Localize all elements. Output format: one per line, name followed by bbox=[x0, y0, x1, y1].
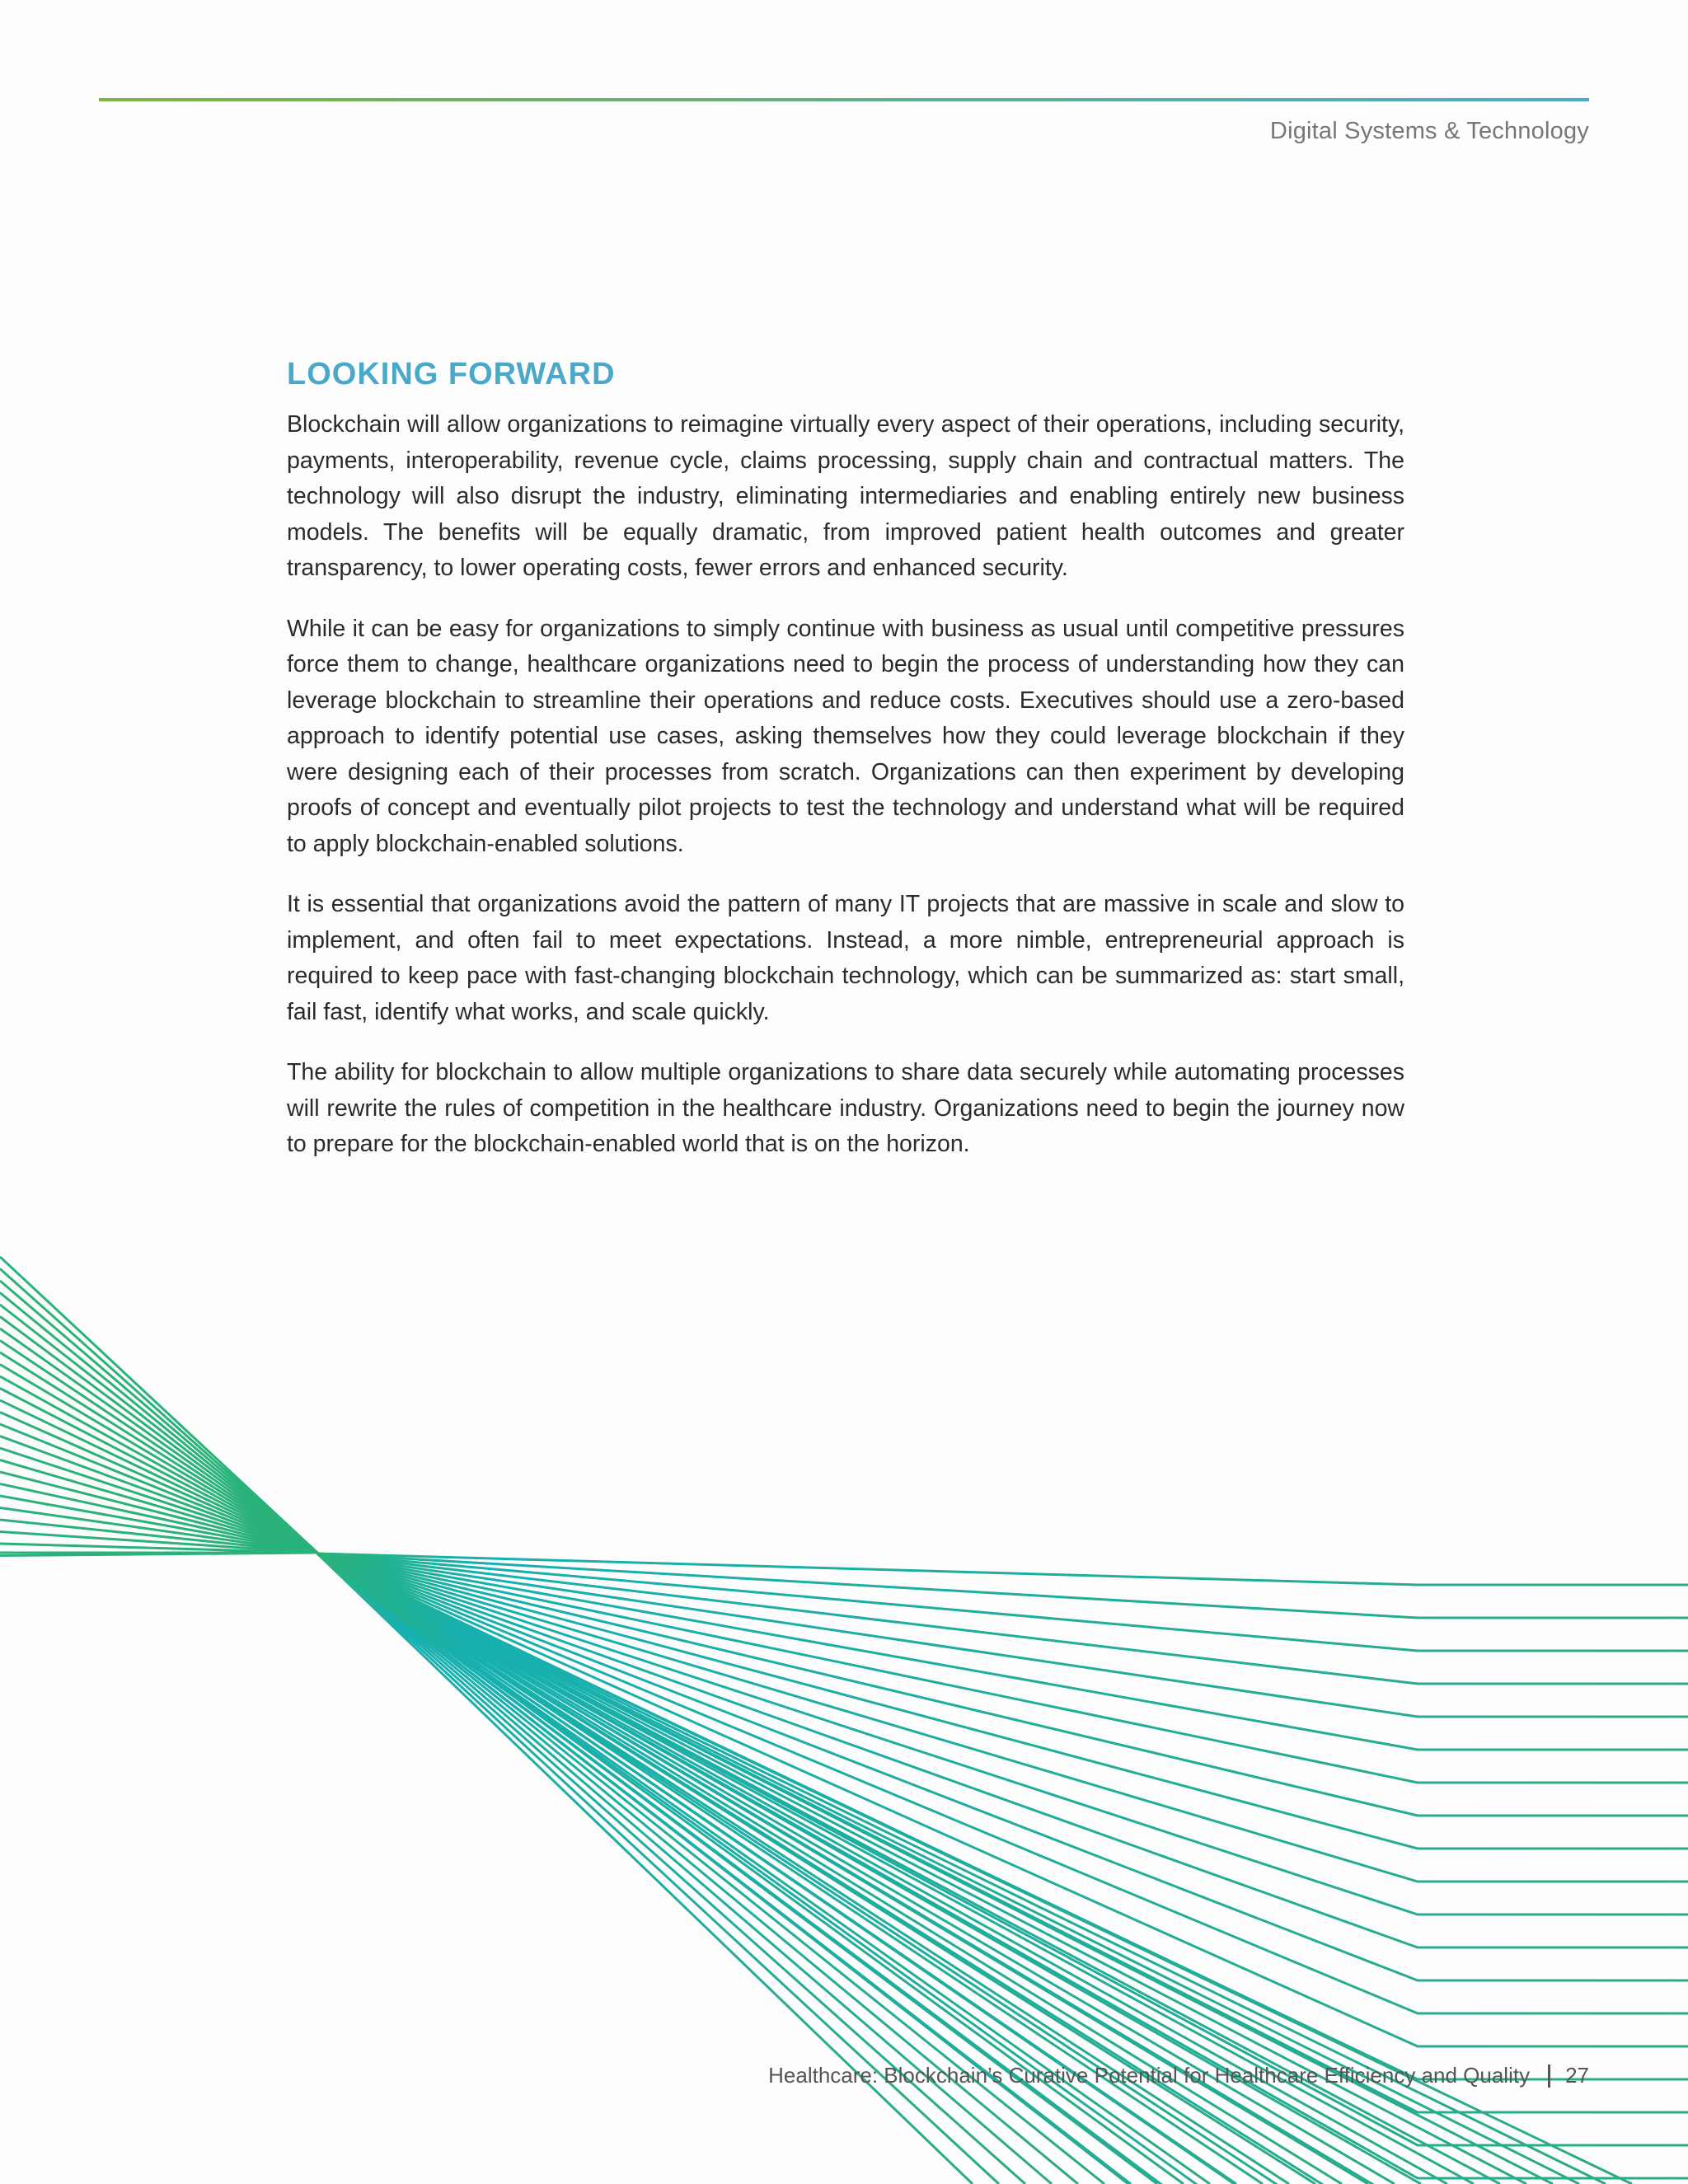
fan-line-left bbox=[0, 1544, 317, 1553]
fan-line-left bbox=[0, 1329, 317, 1553]
fan-line-right bbox=[317, 1554, 1688, 2112]
fan-line-diagonal bbox=[317, 1554, 1131, 2184]
fan-line-diagonal bbox=[317, 1554, 999, 2184]
fan-line-right bbox=[317, 1554, 1688, 2184]
fan-line-right bbox=[317, 1554, 1688, 2184]
section-heading: LOOKING FORWARD bbox=[287, 357, 616, 391]
fan-line-right bbox=[317, 1554, 1688, 2145]
fan-line-left bbox=[0, 1352, 317, 1553]
fan-line-left bbox=[0, 1508, 317, 1554]
fan-line-right bbox=[317, 1554, 1688, 1915]
fan-line-diagonal bbox=[317, 1554, 1104, 2184]
footer-title: Healthcare: Blockchain’s Curative Potential for Healthcare Efficiency and Quality bbox=[768, 2063, 1531, 2088]
fan-line-diagonal bbox=[317, 1554, 973, 2184]
fan-line-diagonal bbox=[317, 1554, 1368, 2184]
paragraph-4: The ability for blockchain to allow multiple organizations to share data securely while automating processes will rewrite the rules of competition in the healthcare industry. Organizations need to begin the journey now to prepare for the blockchain-enabled world that is on the horizon. bbox=[287, 1059, 1404, 1157]
fan-line-diagonal bbox=[317, 1554, 1184, 2184]
fan-line-right bbox=[317, 1554, 1688, 1849]
fan-line-diagonal bbox=[317, 1554, 1421, 2184]
fan-line-left bbox=[0, 1520, 317, 1553]
fan-line-diagonal bbox=[317, 1554, 1474, 2184]
fan-line-diagonal bbox=[317, 1554, 1052, 2184]
fan-line-left bbox=[0, 1496, 317, 1553]
fan-line-left bbox=[0, 1553, 317, 1556]
paragraph-1: Blockchain will allow organizations to reimagine virtually every aspect of their operations, including security, payments, interoperability, revenue cycle, claims processing, supply chain and contractual matters. The technology will also disrupt the industry, eliminating intermediaries and enabling entirely new business models. The benefits will be equally dramatic, from improved patient health outcomes and greater transparency, to lower operating costs, fewer errors and enhanced security. bbox=[287, 411, 1404, 581]
fan-line-diagonal bbox=[317, 1554, 1315, 2184]
fan-line-diagonal bbox=[317, 1554, 1025, 2184]
fan-line-right bbox=[317, 1554, 1688, 2184]
fan-line-right bbox=[317, 1554, 1688, 1750]
fan-line-diagonal bbox=[317, 1554, 1553, 2184]
fan-line-diagonal bbox=[317, 1554, 1395, 2184]
fan-line-left bbox=[0, 1305, 317, 1553]
fan-line-diagonal bbox=[317, 1554, 1500, 2184]
fan-line-right bbox=[317, 1554, 1688, 2184]
fan-line-right bbox=[317, 1554, 1688, 1980]
fan-line-right bbox=[317, 1554, 1688, 1717]
fan-line-left bbox=[0, 1293, 317, 1554]
fan-line-left bbox=[0, 1389, 317, 1554]
fan-line-right bbox=[317, 1554, 1688, 1585]
fan-line-right bbox=[317, 1554, 1688, 1947]
fan-line-diagonal bbox=[317, 1554, 1342, 2184]
fan-line-left bbox=[0, 1400, 317, 1553]
fan-line-diagonal bbox=[317, 1554, 1263, 2184]
fan-line-left bbox=[0, 1376, 317, 1553]
fan-line-diagonal bbox=[317, 1554, 1579, 2184]
header-rule bbox=[99, 98, 1589, 101]
fan-line-right bbox=[317, 1554, 1688, 2046]
paragraph-2: While it can be easy for organizations to simply continue with business as usual until competitive pressures force them to change, healthcare organizations need to begin the process of understanding how they can leverage blockchain to streamline their operations and reduce costs. Executives should use a zero-based approach to identify potential use cases, asking themselves how they could leverage blockchain if they were designing each of their processes from scratch. Organizations can then experiment by developing proofs of concept and eventually pilot projects to test the technology and understand what will be required to apply blockchain-enabled solutions. bbox=[287, 615, 1404, 857]
fan-line-left bbox=[0, 1532, 317, 1554]
fan-line-diagonal bbox=[317, 1554, 1289, 2184]
fan-line-right bbox=[317, 1554, 1688, 1816]
fan-line-left bbox=[0, 1448, 317, 1553]
fan-line-diagonal bbox=[317, 1554, 1210, 2184]
fan-line-left bbox=[0, 1413, 317, 1554]
fan-line-left bbox=[0, 1460, 317, 1554]
page-number: 27 bbox=[1565, 2063, 1589, 2088]
fan-line-diagonal bbox=[317, 1554, 1236, 2184]
fan-line-left bbox=[0, 1257, 317, 1553]
fan-line-diagonal bbox=[317, 1554, 1157, 2184]
fan-line-diagonal bbox=[317, 1554, 1606, 2184]
fan-line-right bbox=[317, 1554, 1688, 2184]
footer-separator bbox=[1548, 2064, 1550, 2088]
fan-line-left bbox=[0, 1436, 317, 1554]
fan-line-left bbox=[0, 1472, 317, 1553]
article bbox=[287, 357, 1404, 1188]
fan-line-right bbox=[317, 1554, 1688, 1618]
fan-line-right bbox=[317, 1554, 1688, 1651]
fan-line-left bbox=[0, 1365, 317, 1554]
fan-line-diagonal bbox=[317, 1554, 1526, 2184]
fan-line-left bbox=[0, 1317, 317, 1554]
fan-line-diagonal bbox=[317, 1554, 1632, 2184]
paragraph-3: It is essential that organizations avoid the pattern of many IT projects that are massive in scale and slow to implement, and often fail to meet expectations. Instead, a more nimble, entrepreneurial approach is required to keep pace with fast-changing blockchain technology, which can be summarized as: start small, fail fast, identify what works, and scale quickly. bbox=[287, 891, 1404, 1025]
section-label: Digital Systems & Technology bbox=[1269, 118, 1589, 144]
fan-line-right bbox=[317, 1554, 1688, 1882]
fan-line-diagonal bbox=[317, 1554, 1447, 2184]
fan-line-right bbox=[317, 1554, 1688, 2079]
fan-line-left bbox=[0, 1424, 317, 1553]
fan-line-right bbox=[317, 1554, 1688, 1783]
fan-line-diagonal bbox=[317, 1554, 1078, 2184]
fan-line-left bbox=[0, 1341, 317, 1554]
fan-line-right bbox=[317, 1554, 1688, 2013]
page-footer bbox=[768, 2063, 1589, 2088]
fan-line-right bbox=[317, 1554, 1688, 2184]
fan-line-left bbox=[0, 1484, 317, 1554]
fan-line-left bbox=[0, 1269, 317, 1554]
fan-line-right bbox=[317, 1554, 1688, 1684]
fan-line-left bbox=[0, 1281, 317, 1553]
fan-line-right bbox=[317, 1554, 1688, 2184]
